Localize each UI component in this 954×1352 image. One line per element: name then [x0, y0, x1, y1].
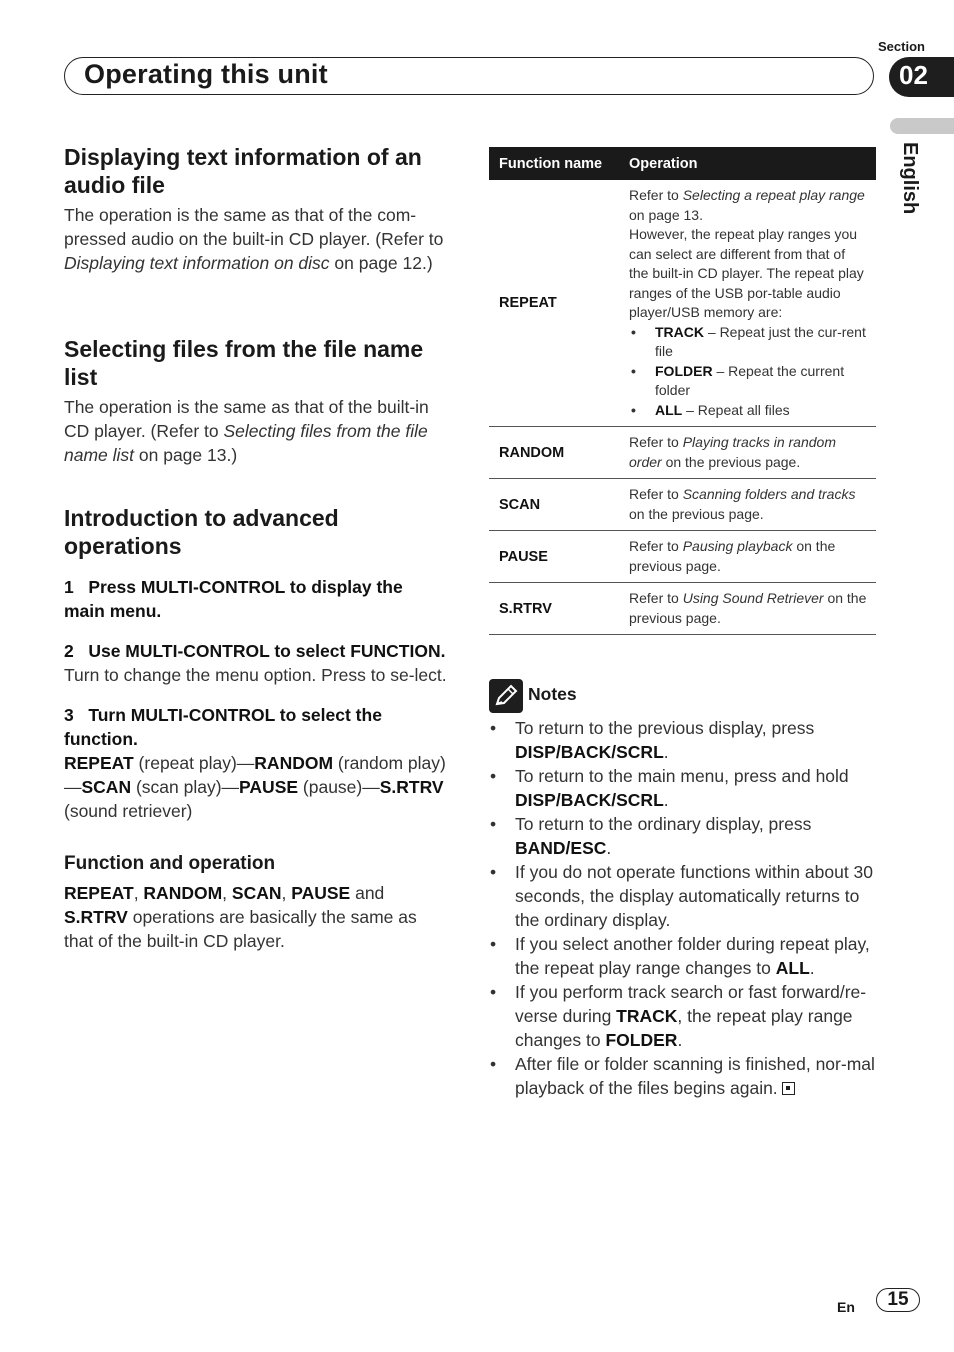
list-item: • FOLDER – Repeat the current folder: [655, 362, 868, 401]
function-operation: Refer to Playing tracks in random order on the previous page.: [619, 427, 876, 479]
language-tab: [890, 118, 954, 134]
section-advanced-operations: [64, 504, 448, 953]
notes-list: [489, 716, 879, 1100]
function-table: [489, 147, 876, 635]
function-operation: Refer to Selecting a repeat play range on page 13. However, the repeat play ranges you can select are different from that of the built-in CD player. The repeat play ranges of the USB por-table audio player/USB memory are: • TRACK – Repeat just the cur-rent file • FOLDER – Repeat the current folder • ALL – Repeat all files: [619, 180, 876, 427]
notes-pencil-icon: [489, 679, 523, 713]
table-header-row: [489, 147, 876, 180]
function-operation-title: Function and operation: [64, 853, 276, 874]
column-header-operation: Operation: [619, 147, 876, 180]
notes-title: Notes: [528, 684, 577, 704]
table-row: [489, 531, 876, 583]
column-header-function: Function name: [489, 147, 619, 180]
step-3: 3 Turn MULTI-CONTROL to select the function.: [64, 705, 382, 749]
step-3-body: REPEAT (repeat play)—RANDOM (random play)—SCAN (scan play)—PAUSE (pause)—S.RTRV (sound retriever): [64, 753, 446, 821]
function-operation: Refer to Pausing playback on the previous page.: [619, 531, 876, 583]
function-name: S.RTRV: [489, 583, 619, 635]
section-label: Section: [878, 39, 925, 54]
table-row: [489, 180, 876, 427]
step-2: 2 Use MULTI-CONTROL to select FUNCTION.: [64, 641, 446, 661]
list-item: • If you select another folder during repeat play, the repeat play range changes to ALL.: [489, 932, 879, 980]
function-operation: Refer to Scanning folders and tracks on the previous page.: [619, 479, 876, 531]
list-item: • If you perform track search or fast forward/re-verse during TRACK, the repeat play range changes to FOLDER.: [489, 980, 879, 1052]
function-name: RANDOM: [489, 427, 619, 479]
language-label: English: [899, 142, 921, 215]
table-row: [489, 479, 876, 531]
function-name: SCAN: [489, 479, 619, 531]
section-title: Selecting files from the file name list: [64, 336, 424, 390]
section-selecting-files: [64, 335, 448, 467]
list-item: • ALL – Repeat all files: [655, 401, 868, 421]
table-row: [489, 427, 876, 479]
section-body: The operation is the same as that of the built-in CD player. (Refer to Selecting files from the file name list on page 13.): [64, 397, 429, 465]
function-operation-body: REPEAT, RANDOM, SCAN, PAUSE and S.RTRV operations are basically the same as that of the built-in CD player.: [64, 883, 417, 951]
page-title: Operating this unit: [84, 59, 328, 89]
list-item: • If you do not operate functions within about 30 seconds, the display automatically returns to the ordinary display.: [489, 860, 879, 932]
section-body: The operation is the same as that of the com-pressed audio on the built-in CD player. (Refer to Displaying text information on disc on page 12.): [64, 205, 444, 273]
section-title: Displaying text information of an audio file: [64, 144, 422, 198]
end-mark-icon: [782, 1082, 795, 1095]
list-item: • After file or folder scanning is finished, nor-mal playback of the files begins again.: [489, 1052, 879, 1100]
section-title: Introduction to advanced operations: [64, 505, 339, 559]
function-name: PAUSE: [489, 531, 619, 583]
page-number: 15: [876, 1288, 920, 1312]
function-operation: Refer to Using Sound Retriever on the previous page.: [619, 583, 876, 635]
table-row: [489, 583, 876, 635]
list-item: • To return to the previous display, press DISP/BACK/SCRL.: [489, 716, 879, 764]
step-2-body: Turn to change the menu option. Press to se-lect.: [64, 665, 447, 685]
section-displaying-text: [64, 143, 448, 275]
function-name: REPEAT: [489, 180, 619, 427]
list-item: • To return to the main menu, press and hold DISP/BACK/SCRL.: [489, 764, 879, 812]
list-item: • To return to the ordinary display, press BAND/ESC.: [489, 812, 879, 860]
step-1: 1 Press MULTI-CONTROL to display the main menu.: [64, 577, 403, 621]
list-item: • TRACK – Repeat just the cur-rent file: [655, 323, 868, 362]
footer-language: En: [837, 1299, 855, 1315]
section-number-badge: 02: [889, 57, 954, 97]
